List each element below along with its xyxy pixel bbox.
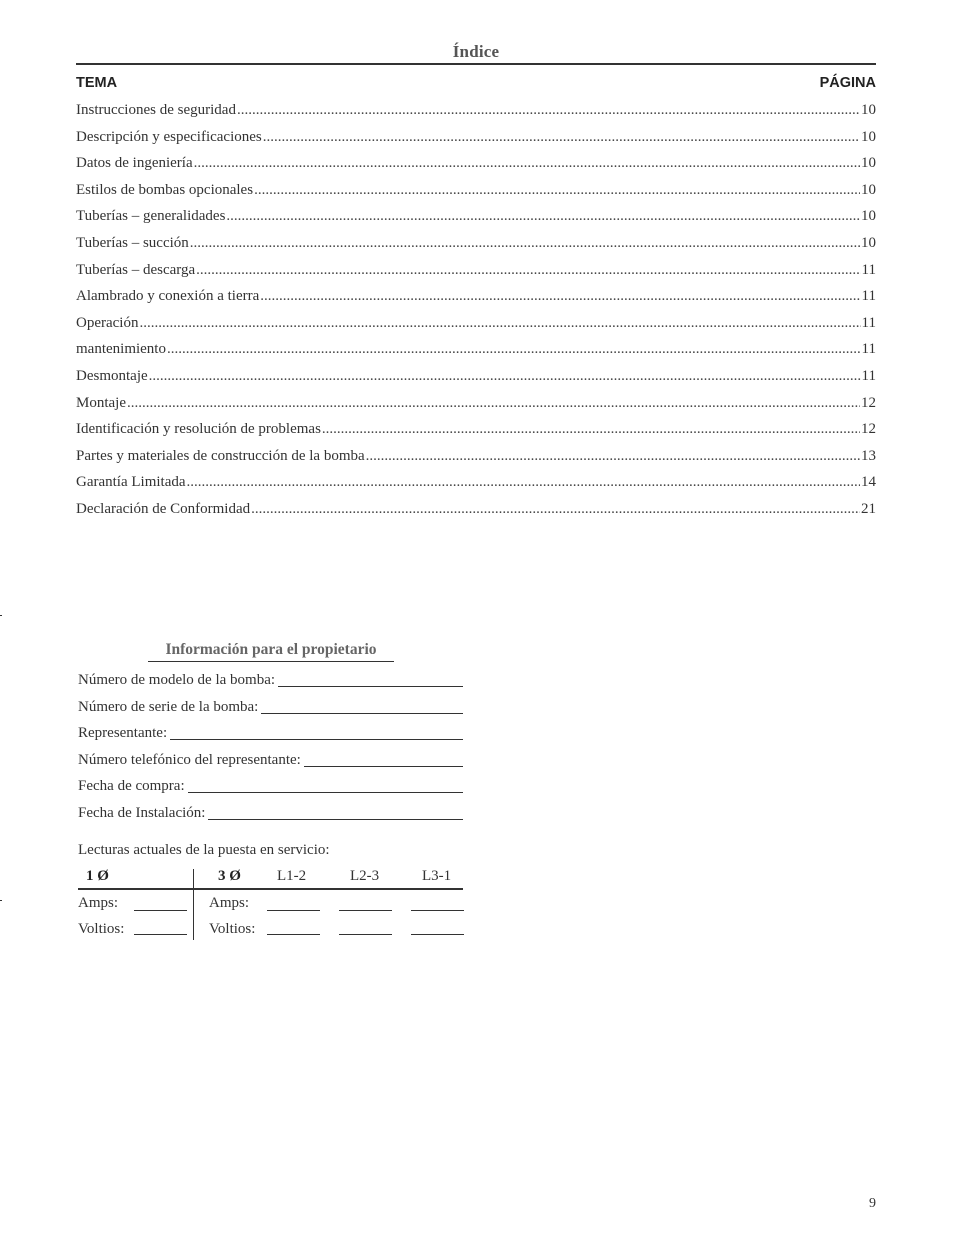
toc-entry[interactable] [76,262,876,289]
toc-entry-label: Datos de ingeniería [76,155,193,172]
volts-blank[interactable] [267,934,320,935]
toc-entry-label: Alambrado y conexión a tierra [76,288,260,305]
toc-dot-leader [167,341,861,358]
toc-entry-label: Instrucciones de seguridad [76,102,236,118]
field-label: Fecha de compra: [78,778,185,794]
volts-label: Voltios: [78,921,125,937]
installation-date-field[interactable] [78,805,463,825]
amps-blank[interactable] [267,910,320,911]
toc-entry[interactable] [76,395,876,422]
toc-entry-page: 11 [861,367,876,384]
toc-entry[interactable] [76,315,876,342]
serial-number-field[interactable] [78,699,463,719]
toc-entry[interactable] [76,341,876,368]
toc-entry-label: Montaje [76,394,126,411]
column-header: L2-3 [350,868,380,884]
field-blank-line[interactable] [261,699,463,714]
amps-blank[interactable] [339,910,392,911]
toc-entry[interactable] [76,288,876,315]
toc-dot-leader [194,155,860,172]
field-blank-line[interactable] [278,672,463,687]
margin-mark [0,900,2,901]
toc-dot-leader [260,288,860,305]
toc-entry[interactable] [76,501,876,528]
toc-entry-label: Tuberías – descarga [76,261,196,278]
toc-entry-page: 10 [861,208,876,225]
toc-entry-page: 10 [861,234,876,251]
toc-header [76,75,876,93]
toc-entry[interactable] [76,368,876,395]
field-label: Número de modelo de la bomba: [78,672,276,688]
toc-entry-label: Estilos de bombas opcionales [76,181,254,198]
toc-dot-leader [139,315,860,332]
toc-entry[interactable] [76,421,876,448]
toc-dot-leader [237,102,860,119]
volts-label: Voltios: [209,921,256,937]
toc-entry-page: 14 [861,474,876,491]
owner-info-title: Información para el propietario [148,641,394,662]
toc-dot-leader [190,235,860,252]
toc-entry-label: Desmontaje [76,367,148,384]
representative-phone-field[interactable] [78,752,463,772]
page-title: Índice [452,42,500,61]
toc-dot-leader [251,501,860,518]
model-number-field[interactable] [78,672,463,692]
toc-entry-label: Descripción y especificaciones [76,128,262,145]
amps-label: Amps: [78,895,119,911]
toc-dot-leader [187,474,860,491]
toc-entry[interactable] [76,155,876,182]
field-label: Representante: [78,725,168,741]
toc-entry-page: 11 [861,288,876,305]
toc-entry[interactable] [76,129,876,156]
toc-entry-page: 10 [861,155,876,172]
toc-entry-page: 10 [861,181,876,198]
field-label: Número telefónico del representante: [78,752,301,768]
toc-entry-label: Declaración de Conformidad [76,500,251,517]
toc-entry-page: 12 [861,421,876,438]
toc-entry-label: Tuberías – succión [76,234,189,251]
toc-header-topic: TEMA [76,75,118,91]
purchase-date-field[interactable] [78,778,463,798]
toc-dot-leader [127,395,860,412]
amps-blank[interactable] [134,910,187,911]
single-phase-header: 1 Ø [86,868,109,884]
field-label: Fecha de Instalación: [78,805,206,821]
toc-entry-page: 12 [861,394,876,411]
toc-dot-leader [263,129,860,146]
toc-entry-label: Operación [76,314,139,331]
toc-entry-label: Garantía Limitada [76,474,186,491]
toc-dot-leader [366,448,860,465]
amps-label: Amps: [209,895,250,911]
readings-label: Lecturas actuales de la puesta en servicio: [78,842,330,858]
volts-blank[interactable] [134,934,187,935]
toc-entry-label: Tuberías – generalidades [76,208,226,225]
toc-entry-label: Partes y materiales de construcción de la bomba [76,447,365,464]
volts-blank[interactable] [339,934,392,935]
toc-entry-page: 10 [861,102,876,118]
toc-entry[interactable] [76,208,876,235]
field-label: Número de serie de la bomba: [78,699,259,715]
volts-blank[interactable] [411,934,464,935]
toc-entry[interactable] [76,448,876,475]
table-column-divider [193,869,194,940]
field-blank-line[interactable] [304,752,463,767]
field-blank-line[interactable] [188,778,463,793]
representative-field[interactable] [78,725,463,745]
toc-entry-page: 11 [861,314,876,331]
toc-dot-leader [322,421,860,438]
toc-entry-page: 10 [861,128,876,145]
table-of-contents [76,102,876,528]
toc-dot-leader [196,262,860,279]
toc-entry-label: Identificación y resolución de problemas [76,421,321,438]
toc-header-page: PÁGINA [819,75,876,91]
three-phase-header: 3 Ø [218,868,241,884]
toc-entry[interactable] [76,182,876,209]
toc-entry-label: mantenimiento [76,341,166,358]
amps-blank[interactable] [411,910,464,911]
column-header: L3-1 [422,868,452,884]
table-header-rule [78,888,463,890]
field-blank-line[interactable] [170,725,463,740]
title-divider [76,63,876,65]
column-header: L1-2 [277,868,307,884]
margin-mark [0,615,2,616]
toc-dot-leader [226,208,860,225]
toc-dot-leader [149,368,861,385]
toc-dot-leader [254,182,860,199]
toc-entry[interactable] [76,102,876,129]
toc-entry[interactable] [76,474,876,501]
toc-entry-page: 21 [861,500,876,517]
page-number: 9 [869,1196,876,1211]
field-blank-line[interactable] [208,805,463,820]
toc-entry-page: 13 [861,447,876,464]
toc-entry[interactable] [76,235,876,262]
toc-entry-page: 11 [861,261,876,278]
toc-entry-page: 11 [861,341,876,358]
